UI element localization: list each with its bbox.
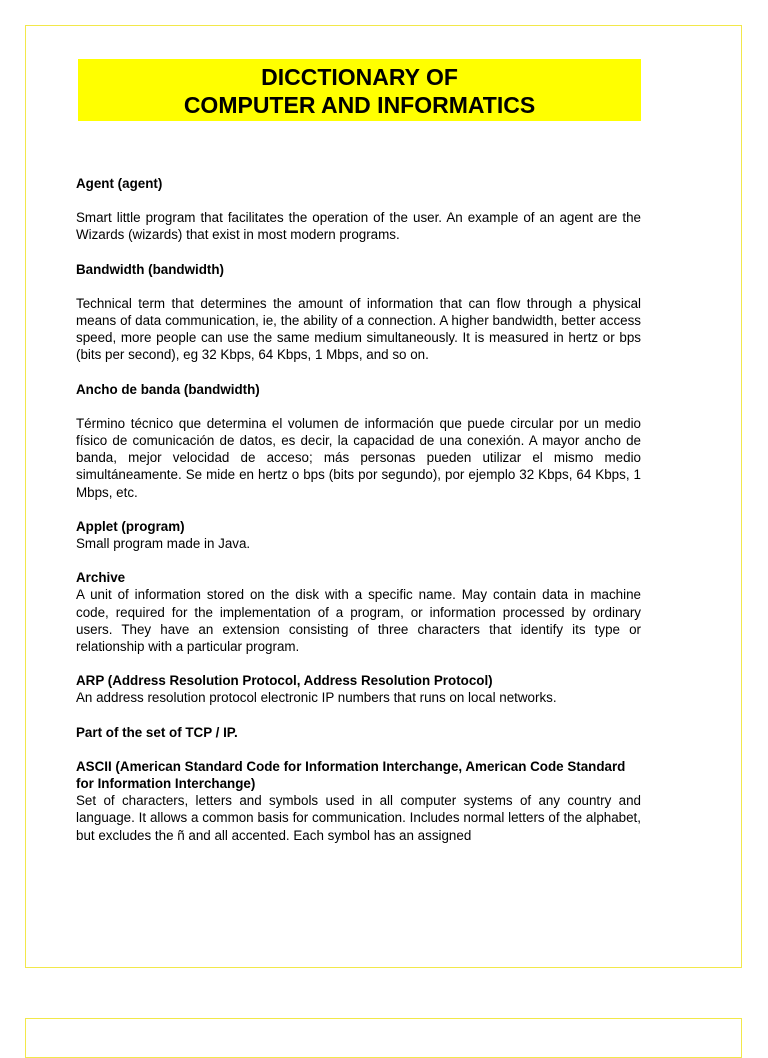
entry-archive — [76, 569, 641, 655]
entry-definition: A unit of information stored on the disk with a specific name. May contain data in machine code, required for the implementation of a program, or information processed by ordinary users. They have an extension consisting of three characters that identify its type or relationship with a particular program. — [76, 587, 641, 655]
entry-definition: Small program made in Java. — [76, 536, 251, 552]
entry-definition: Smart little program that facilitates the operation of the user. An example of an agent are the Wizards (wizards) that exist in most modern programs. — [76, 210, 641, 243]
entry-term: Archive — [76, 570, 126, 586]
entry-term: Bandwidth (bandwidth) — [76, 261, 225, 277]
entry-arp — [76, 672, 641, 706]
entry-agent — [76, 175, 641, 244]
document-title-line-1: DICCTIONARY OF — [261, 64, 458, 90]
entry-tcp-ip — [76, 724, 641, 741]
entry-bandwidth — [76, 261, 641, 364]
entry-ascii — [76, 758, 641, 844]
entry-definition: An address resolution protocol electronic IP numbers that runs on local networks. — [76, 690, 557, 706]
entry-definition: Technical term that determines the amount of information that can flow through a physical means of data communication, ie, the ability of a connection. A higher bandwidth, better access speed, more people can use the same medium simultaneously. It is measured in hertz or bps (bits per second), eg 32 Kbps, 64 Kbps, 1 Mbps, and so on. — [76, 295, 641, 363]
dictionary-content — [76, 175, 641, 844]
entry-definition: Set of characters, letters and symbols used in all computer systems of any country and language. It allows a common basis for communication. Includes normal letters of the alphabet, but excludes the ñ and all accented. Each symbol has an assigned — [76, 793, 641, 843]
entry-applet — [76, 518, 641, 552]
entry-term: ARP (Address Resolution Protocol, Address Resolution Protocol) — [76, 673, 493, 689]
entry-term: Applet (program) — [76, 518, 185, 534]
entry-term: Agent (agent) — [76, 176, 163, 191]
entry-term: ASCII (American Standard Code for Information Interchange, American Code Standard for Information Interchange) — [76, 758, 626, 792]
entry-term: Part of the set of TCP / IP. — [76, 724, 238, 740]
document-title-line-2: COMPUTER AND INFORMATICS — [183, 92, 536, 118]
entry-definition: Término técnico que determina el volumen de información que puede circular por un medio físico de comunicación de datos, es decir, la capacidad de una conexión. A mayor ancho de banda, mejor velocidad de acceso; más personas pueden utilizar el mismo medio simultáneamente. Se mide en hertz o bps (bits por segundo), por ejemplo 32 Kbps, 64 Kbps, 1 Mbps, etc. — [76, 415, 641, 500]
entry-term: Ancho de banda (bandwidth) — [76, 381, 260, 397]
entry-ancho-de-banda — [76, 381, 641, 501]
document-title-banner — [78, 59, 641, 121]
next-page-edge — [25, 1018, 742, 1058]
